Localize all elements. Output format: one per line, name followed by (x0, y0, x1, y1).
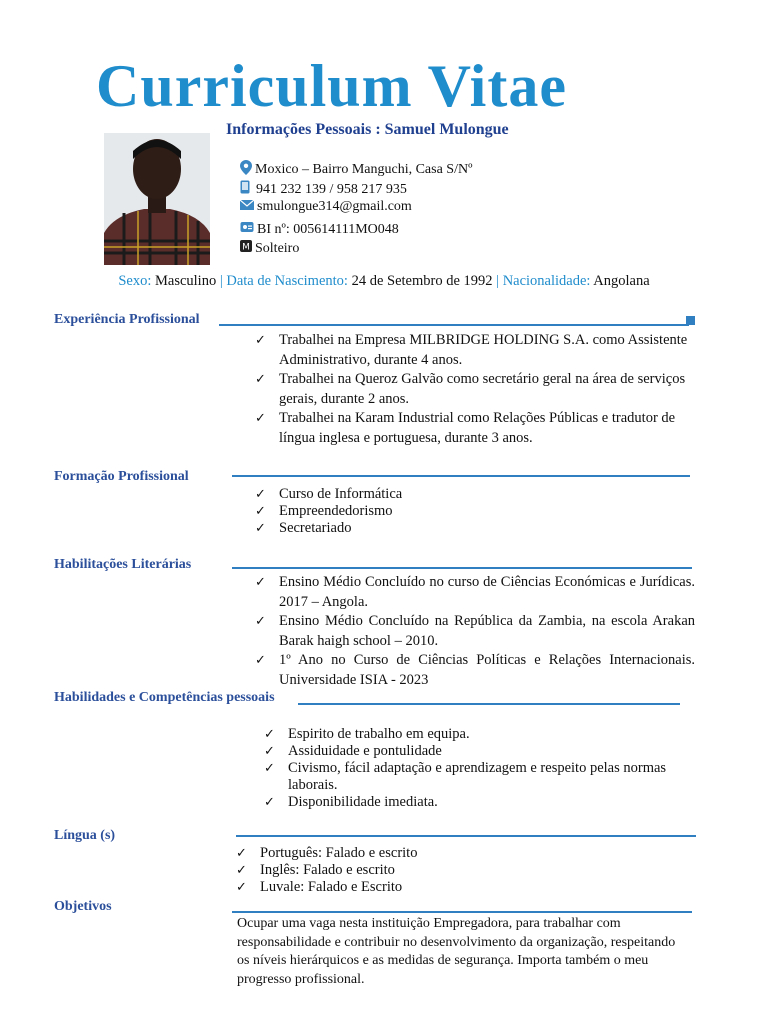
skills-heading: Habilidades e Competências pessoais (54, 690, 275, 705)
cv-title: Curriculum Vitae (96, 53, 567, 119)
id-text: BI nº: 005614111MO048 (257, 221, 399, 237)
section-divider (232, 911, 692, 913)
id-card-icon (240, 221, 254, 238)
birth-value: 24 de Setembro de 1992 (351, 273, 493, 289)
address-text: Moxico – Bairro Manguchi, Casa S/Nº (255, 162, 473, 177)
divider-end-marker (686, 316, 695, 325)
marital-status-line (240, 240, 299, 257)
phone-icon (240, 180, 250, 199)
id-line (240, 221, 399, 238)
objectives-text: Ocupar uma vaga nesta instituição Empregadora, para trabalhar com responsabilidade e contribuir no desenvolvimento da organização, respeitando os níveis hierárquicos e as medidas de segurança. Importa também o meu progresso profissional. (237, 916, 676, 987)
list-item: ✓ Secretariado (255, 520, 695, 537)
marital-status-icon (240, 240, 252, 257)
personal-details-line (0, 273, 768, 290)
section-divider (236, 835, 696, 837)
separator: | (219, 273, 223, 289)
objectives-heading: Objetivos (54, 899, 112, 914)
training-list (255, 486, 695, 537)
email-line (240, 199, 412, 215)
phone-text: 941 232 139 / 958 217 935 (256, 181, 407, 197)
birth-label: Data de Nascimento: (226, 273, 348, 289)
education-heading: Habilitações Literárias (54, 557, 192, 572)
list-item: ✓ Disponibilidade imediata. (264, 794, 696, 811)
profile-photo (104, 133, 210, 265)
list-item: ✓ Ensino Médio Concluído na República da Zambia, na escola Arakan Barak haigh school – 2010. (255, 612, 695, 651)
list-item: ✓ Português: Falado e escrito (236, 845, 676, 862)
list-item: ✓ Espirito de trabalho em equipa. (264, 726, 696, 743)
list-item: ✓ Assiduidade e pontulidade (264, 743, 696, 760)
languages-heading: Língua (s) (54, 828, 116, 843)
address-line (240, 160, 472, 180)
list-item: ✓ Trabalhei na Queroz Galvão como secretário geral na área de serviços gerais, durante 2 anos. (255, 370, 695, 409)
list-item: ✓ Empreendedorismo (255, 503, 695, 520)
training-heading: Formação Profissional (54, 469, 189, 484)
section-divider (298, 703, 680, 705)
list-item: ✓ Curso de Informática (255, 486, 695, 503)
list-item: ✓ Luvale: Falado e Escrito (236, 879, 676, 896)
experience-heading: Experiência Profissional (54, 312, 200, 327)
email-text: smulongue314@gmail.com (257, 199, 412, 214)
section-divider (219, 324, 689, 326)
nationality-value: Angolana (593, 273, 650, 289)
svg-text:M: M (242, 242, 250, 252)
sex-label: Sexo: (118, 273, 152, 289)
list-item: ✓ Trabalhei na Empresa MILBRIDGE HOLDING S.A. como Assistente Administrativo, durante 4 anos. (255, 331, 695, 370)
skills-list (264, 726, 696, 811)
phone-line (240, 180, 407, 199)
languages-list (236, 845, 676, 896)
personal-info-heading: Informações Pessoais : Samuel Mulongue (226, 121, 509, 138)
list-item: ✓ Ensino Médio Concluído no curso de Ciências Económicas e Jurídicas. 2017 – Angola. (255, 573, 695, 612)
separator: | (496, 273, 500, 289)
sex-value: Masculino (154, 273, 217, 289)
section-divider (232, 567, 692, 569)
mail-icon (240, 199, 254, 215)
marital-status-text: Solteiro (255, 240, 300, 256)
list-item: ✓ 1º Ano no Curso de Ciências Políticas e Relações Internacionais. Universidade ISIA - 2023 (255, 651, 695, 690)
list-item: ✓ Trabalhei na Karam Industrial como Relações Públicas e tradutor de língua inglesa e portuguesa, durante 3 anos. (255, 409, 695, 448)
section-divider (232, 475, 690, 477)
experience-list (255, 331, 695, 448)
nationality-label: Nacionalidade: (502, 273, 591, 289)
location-pin-icon (240, 160, 252, 180)
list-item: ✓ Inglês: Falado e escrito (236, 862, 676, 879)
list-item: ✓ Civismo, fácil adaptação e aprendizagem e respeito pelas normas laborais. (264, 760, 696, 794)
education-list (255, 573, 695, 690)
